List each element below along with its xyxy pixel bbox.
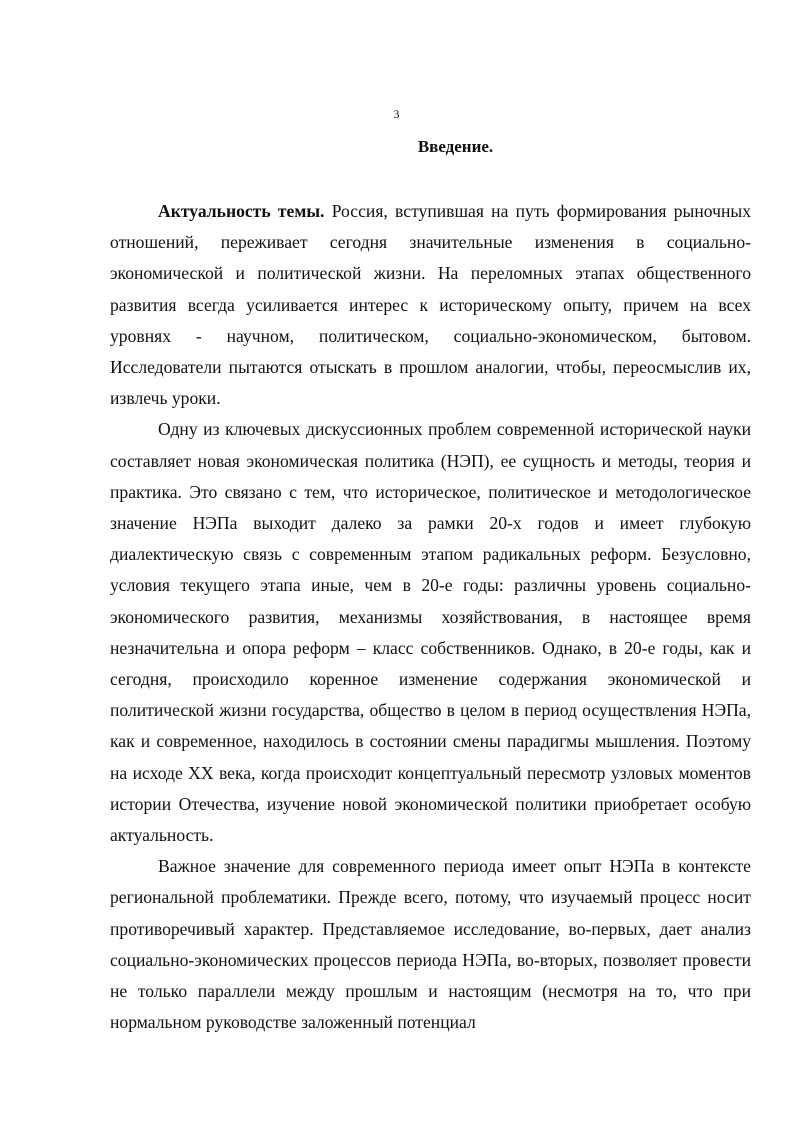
body-text [110, 196, 751, 1038]
paragraph-relevance [110, 196, 751, 414]
paragraph-lead: Актуальность темы. [158, 201, 325, 221]
paragraph-nep-discussion: Одну из ключевых дискуссионных проблем современной исторической науки составляет новая экономическая политика (НЭП), ее сущность и методы, теория и практика. Это связано с тем, что историческое, политическое и методологическое значение НЭПа выходит далеко за рамки 20-х годов и имеет глубокую диалектическую связь с современным этапом радикальных реформ. Безусловно, условия текущего этапа иные, чем в 20-е годы: различны уровень социально-экономического развития, механизмы хозяйствования, в настоящее время незначительна и опора реформ – класс собственников. Однако, в 20-е годы, как и сегодня, происходило коренное изменение содержания экономической и политической жизни государства, общество в целом в период осуществления НЭПа, как и современное, находилось в состоянии смены парадигмы мышления. Поэтому на исходе XX века, когда происходит концептуальный пересмотр узловых моментов истории Отечества, изучение новой экономической политики приобретает особую актуальность. [110, 419, 751, 846]
section-heading: Введение. [417, 137, 494, 156]
page-number: 3 [393, 107, 400, 121]
paragraph-text: Россия, вступившая на путь формирования рыночных отношений, переживает сегодня значительные изменения в социально-экономической и политической жизни. На переломных этапах общественного развития всегда усиливается интерес к историческому опыту, причем на всех уровнях - научном, политическом, социально-экономическом, бытовом. Исследователи пытаются отыскать в прошлом аналогии, чтобы, переосмыслив их, извлечь уроки. [110, 201, 751, 409]
paragraph-regional-context: Важное значение для современного периода имеет опыт НЭПа в контексте региональной проблематики. Прежде всего, потому, что изучаемый процесс носит противоречивый характер. Представляемое исследование, во-первых, дает анализ социально-экономических процессов периода НЭПа, во-вторых, позволяет провести не только параллели между прошлым и настоящим (несмотря на то, что при нормальном руководстве заложенный потенциал [110, 856, 751, 1033]
